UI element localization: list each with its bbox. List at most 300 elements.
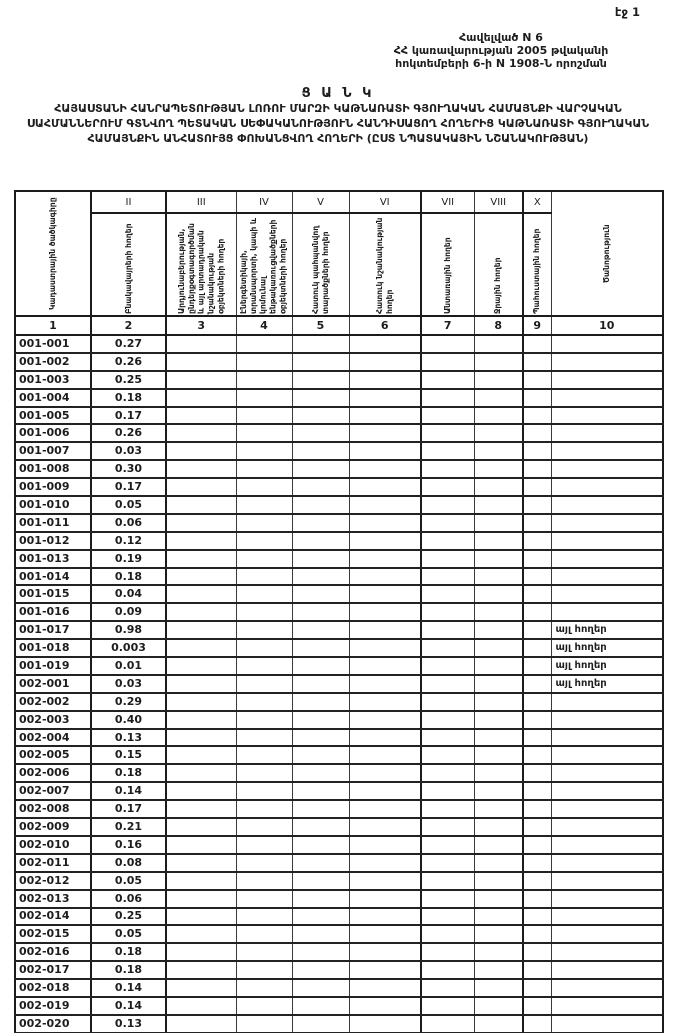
empty-cell	[166, 979, 236, 997]
empty-cell	[421, 407, 474, 425]
empty-cell	[474, 639, 523, 657]
empty-cell	[236, 532, 292, 550]
empty-cell	[292, 746, 349, 764]
table-row	[15, 997, 663, 1015]
empty-cell	[236, 371, 292, 389]
table-row	[15, 585, 663, 603]
empty-cell	[166, 496, 236, 514]
empty-cell	[421, 353, 474, 371]
document-title: Ց Ա Ն Կ	[301, 86, 375, 101]
empty-cell	[292, 872, 349, 890]
cadastral-code-cell: 001-016	[15, 603, 91, 621]
empty-cell	[166, 908, 236, 926]
empty-cell	[292, 693, 349, 711]
empty-cell	[523, 872, 551, 890]
empty-cell	[236, 657, 292, 675]
empty-cell	[236, 353, 292, 371]
table-row	[15, 764, 663, 782]
empty-cell	[474, 460, 523, 478]
empty-cell	[292, 729, 349, 747]
empty-cell	[236, 335, 292, 353]
empty-cell	[421, 872, 474, 890]
table-row	[15, 818, 663, 836]
empty-cell	[421, 979, 474, 997]
empty-cell	[349, 711, 421, 729]
empty-cell	[292, 371, 349, 389]
empty-cell	[474, 371, 523, 389]
cadastral-code-cell: 001-019	[15, 657, 91, 675]
table-row	[15, 496, 663, 514]
roman-numeral-row	[15, 191, 663, 213]
note-cell	[551, 979, 663, 997]
empty-cell	[474, 550, 523, 568]
empty-cell	[166, 890, 236, 908]
empty-cell	[349, 693, 421, 711]
empty-cell	[349, 585, 421, 603]
cadastral-code-cell: 002-001	[15, 675, 91, 693]
note-cell: այլ հողեր	[551, 621, 663, 639]
empty-cell	[523, 1015, 551, 1033]
empty-cell	[349, 943, 421, 961]
empty-cell	[474, 585, 523, 603]
empty-cell	[421, 603, 474, 621]
note-cell	[551, 800, 663, 818]
empty-cell	[349, 621, 421, 639]
empty-cell	[236, 389, 292, 407]
table-body	[15, 335, 663, 1033]
settlement-land-value-cell: 0.18	[91, 568, 166, 586]
empty-cell	[166, 657, 236, 675]
empty-cell	[349, 1015, 421, 1033]
empty-cell	[523, 675, 551, 693]
empty-cell	[236, 890, 292, 908]
empty-cell	[166, 693, 236, 711]
empty-cell	[523, 854, 551, 872]
table-row	[15, 675, 663, 693]
appendix-reference	[376, 32, 626, 71]
table-row	[15, 371, 663, 389]
col-header-cadastral-code	[15, 191, 91, 316]
settlement-land-value-cell: 0.27	[91, 335, 166, 353]
note-cell	[551, 407, 663, 425]
document-subtitle: ՀԱՅԱՍՏԱՆԻ ՀԱՆՐԱՊԵՏՈՒԹՅԱՆ ԼՈՌՈՒ ՄԱՐԶԻ ԿԱԹՆԱՌԱՏԻ ԳՅՈՒՂԱԿԱՆ ՀԱՄԱՅՆՔԻ ՎԱՐՉԱԿԱՆ ՍԱՀՄԱՆՆԵՐՈՒՄ ԳՏՆՎՈՂ ՊԵՏԱԿԱՆ ՍԵՓԱԿԱՆՈՒԹՅՈՒՆ ՀԱՆԴԻՍԱՑՈՂ ՀՈՂԵՐԻՑ ԿԱԹՆԱՌԱՏԻ ԳՅՈՒՂԱԿԱՆ ՀԱՄԱՅՆՔԻՆ ԱՆՀԱՏՈՒՅՑ ՓՈԽԱՆՑՎՈՂ ՀՈՂԵՐԻ (ԸՍՏ ՆՊԱՏԱԿԱՅԻՆ ՆՇԱՆԱԿՈՒԹՅԱՆ)	[26, 102, 650, 145]
empty-cell	[421, 961, 474, 979]
empty-cell	[523, 532, 551, 550]
table-row	[15, 890, 663, 908]
cadastral-code-cell: 001-014	[15, 568, 91, 586]
empty-cell	[292, 908, 349, 926]
table-row	[15, 1015, 663, 1033]
table-row	[15, 621, 663, 639]
empty-cell	[349, 908, 421, 926]
empty-cell	[523, 925, 551, 943]
empty-cell	[421, 675, 474, 693]
empty-cell	[236, 424, 292, 442]
settlement-land-value-cell: 0.17	[91, 800, 166, 818]
empty-cell	[474, 424, 523, 442]
empty-cell	[166, 603, 236, 621]
empty-cell	[166, 729, 236, 747]
col-num-10: 10	[551, 316, 663, 335]
note-cell	[551, 568, 663, 586]
empty-cell	[474, 675, 523, 693]
empty-cell	[349, 335, 421, 353]
cadastral-code-cell: 001-017	[15, 621, 91, 639]
roman-col3: III	[166, 191, 236, 213]
cadastral-code-cell: 002-013	[15, 890, 91, 908]
col-header-note	[551, 191, 663, 316]
empty-cell	[236, 764, 292, 782]
empty-cell	[421, 943, 474, 961]
col-header-forest-lands: Անտառային հողեր	[421, 213, 474, 316]
column-number-row	[15, 316, 663, 335]
empty-cell	[421, 460, 474, 478]
empty-cell	[474, 711, 523, 729]
note-cell	[551, 836, 663, 854]
cadastral-code-cell: 002-006	[15, 764, 91, 782]
roman-col6: VI	[349, 191, 421, 213]
settlement-land-value-cell: 0.03	[91, 675, 166, 693]
empty-cell	[474, 872, 523, 890]
empty-cell	[236, 585, 292, 603]
empty-cell	[166, 460, 236, 478]
empty-cell	[349, 603, 421, 621]
note-cell	[551, 890, 663, 908]
empty-cell	[166, 872, 236, 890]
empty-cell	[292, 764, 349, 782]
empty-cell	[292, 407, 349, 425]
empty-cell	[349, 979, 421, 997]
empty-cell	[236, 693, 292, 711]
note-cell: այլ հողեր	[551, 657, 663, 675]
empty-cell	[349, 872, 421, 890]
empty-cell	[292, 478, 349, 496]
note-cell	[551, 460, 663, 478]
empty-cell	[292, 854, 349, 872]
settlement-land-value-cell: 0.13	[91, 1015, 166, 1033]
empty-cell	[166, 407, 236, 425]
empty-cell	[236, 818, 292, 836]
cadastral-code-cell: 002-007	[15, 782, 91, 800]
empty-cell	[523, 997, 551, 1015]
note-cell	[551, 603, 663, 621]
empty-cell	[166, 532, 236, 550]
empty-cell	[166, 997, 236, 1015]
note-cell	[551, 818, 663, 836]
col-num-4: 4	[236, 316, 292, 335]
empty-cell	[474, 764, 523, 782]
roman-col5: V	[292, 191, 349, 213]
settlement-land-value-cell: 0.26	[91, 424, 166, 442]
empty-cell	[421, 442, 474, 460]
empty-cell	[166, 621, 236, 639]
empty-cell	[166, 711, 236, 729]
empty-cell	[421, 389, 474, 407]
empty-cell	[523, 407, 551, 425]
table-row	[15, 568, 663, 586]
empty-cell	[474, 657, 523, 675]
empty-cell	[292, 925, 349, 943]
empty-cell	[421, 693, 474, 711]
note-cell	[551, 943, 663, 961]
empty-cell	[166, 782, 236, 800]
empty-cell	[421, 746, 474, 764]
settlement-land-value-cell: 0.08	[91, 854, 166, 872]
cadastral-code-cell: 001-007	[15, 442, 91, 460]
empty-cell	[421, 424, 474, 442]
empty-cell	[236, 997, 292, 1015]
col-header-settlement-lands: Բնակավայրերի հողեր	[91, 213, 166, 316]
empty-cell	[421, 585, 474, 603]
table-row	[15, 639, 663, 657]
empty-cell	[474, 925, 523, 943]
cadastral-code-cell: 001-012	[15, 532, 91, 550]
cadastral-code-cell: 002-002	[15, 693, 91, 711]
note-cell	[551, 1015, 663, 1033]
cadastral-code-cell: 001-004	[15, 389, 91, 407]
note-cell	[551, 782, 663, 800]
table-row	[15, 729, 663, 747]
empty-cell	[166, 639, 236, 657]
empty-cell	[349, 550, 421, 568]
note-cell	[551, 908, 663, 926]
note-cell	[551, 711, 663, 729]
empty-cell	[474, 568, 523, 586]
empty-cell	[349, 532, 421, 550]
settlement-land-value-cell: 0.18	[91, 389, 166, 407]
table-row	[15, 979, 663, 997]
empty-cell	[474, 979, 523, 997]
empty-cell	[166, 424, 236, 442]
col-header-special-purpose-lands: Հատուկ նշանակության հողեր	[349, 213, 421, 316]
empty-cell	[292, 335, 349, 353]
empty-cell	[349, 639, 421, 657]
empty-cell	[474, 442, 523, 460]
settlement-land-value-cell: 0.26	[91, 353, 166, 371]
empty-cell	[523, 496, 551, 514]
empty-cell	[349, 729, 421, 747]
empty-cell	[166, 854, 236, 872]
note-cell: այլ հողեր	[551, 639, 663, 657]
empty-cell	[523, 424, 551, 442]
table-row	[15, 746, 663, 764]
empty-cell	[523, 836, 551, 854]
table-row	[15, 603, 663, 621]
empty-cell	[292, 943, 349, 961]
settlement-land-value-cell: 0.25	[91, 371, 166, 389]
table-row	[15, 424, 663, 442]
cadastral-code-cell: 002-018	[15, 979, 91, 997]
settlement-land-value-cell: 0.14	[91, 782, 166, 800]
cadastral-code-label: Կադաստրային ծածկագիրը	[48, 197, 58, 310]
note-cell	[551, 693, 663, 711]
table-row	[15, 353, 663, 371]
empty-cell	[523, 353, 551, 371]
table-row	[15, 782, 663, 800]
table-row	[15, 836, 663, 854]
table-row	[15, 711, 663, 729]
empty-cell	[292, 424, 349, 442]
empty-cell	[523, 389, 551, 407]
empty-cell	[474, 693, 523, 711]
empty-cell	[349, 407, 421, 425]
empty-cell	[292, 603, 349, 621]
note-cell	[551, 872, 663, 890]
empty-cell	[349, 514, 421, 532]
empty-cell	[166, 371, 236, 389]
empty-cell	[421, 711, 474, 729]
empty-cell	[292, 550, 349, 568]
settlement-land-value-cell: 0.16	[91, 836, 166, 854]
cadastral-code-cell: 002-014	[15, 908, 91, 926]
col-num-5: 5	[292, 316, 349, 335]
empty-cell	[292, 639, 349, 657]
settlement-land-value-cell: 0.12	[91, 532, 166, 550]
note-cell	[551, 478, 663, 496]
roman-col7: VII	[421, 191, 474, 213]
empty-cell	[474, 1015, 523, 1033]
cadastral-code-cell: 001-018	[15, 639, 91, 657]
empty-cell	[236, 621, 292, 639]
empty-cell	[166, 818, 236, 836]
empty-cell	[474, 854, 523, 872]
appendix-line-1: Հավելված N 6	[459, 31, 543, 44]
empty-cell	[421, 514, 474, 532]
empty-cell	[292, 818, 349, 836]
empty-cell	[349, 997, 421, 1015]
empty-cell	[349, 478, 421, 496]
settlement-land-value-cell: 0.13	[91, 729, 166, 747]
empty-cell	[523, 585, 551, 603]
table-row	[15, 961, 663, 979]
empty-cell	[166, 800, 236, 818]
empty-cell	[421, 639, 474, 657]
empty-cell	[292, 657, 349, 675]
note-cell	[551, 532, 663, 550]
empty-cell	[421, 997, 474, 1015]
col-header-industrial-lands: Արդյունաբերության, ընդերքօգտագործման և այլ արտադրական նշանակության օբյեկտների հողեր	[166, 213, 236, 316]
table-row	[15, 693, 663, 711]
empty-cell	[421, 836, 474, 854]
empty-cell	[523, 514, 551, 532]
empty-cell	[523, 711, 551, 729]
empty-cell	[523, 800, 551, 818]
empty-cell	[349, 818, 421, 836]
empty-cell	[236, 675, 292, 693]
empty-cell	[474, 621, 523, 639]
empty-cell	[421, 532, 474, 550]
settlement-land-value-cell: 0.21	[91, 818, 166, 836]
empty-cell	[166, 943, 236, 961]
col-header-protected-lands: Հատուկ պահպանվող տարածքների հողեր	[292, 213, 349, 316]
empty-cell	[421, 908, 474, 926]
cadastral-code-cell: 002-017	[15, 961, 91, 979]
empty-cell	[236, 711, 292, 729]
table-row	[15, 908, 663, 926]
empty-cell	[166, 335, 236, 353]
empty-cell	[349, 675, 421, 693]
cadastral-code-cell: 001-011	[15, 514, 91, 532]
empty-cell	[292, 389, 349, 407]
empty-cell	[421, 1015, 474, 1033]
table-row	[15, 389, 663, 407]
settlement-land-value-cell: 0.29	[91, 693, 166, 711]
empty-cell	[474, 496, 523, 514]
empty-cell	[523, 550, 551, 568]
col-num-6: 6	[349, 316, 421, 335]
land-transfer-table	[14, 190, 664, 1033]
empty-cell	[292, 568, 349, 586]
note-cell	[551, 729, 663, 747]
empty-cell	[236, 568, 292, 586]
note-cell	[551, 442, 663, 460]
empty-cell	[166, 550, 236, 568]
note-cell	[551, 496, 663, 514]
empty-cell	[474, 782, 523, 800]
page-number: էջ 1	[614, 5, 640, 19]
settlement-land-value-cell: 0.25	[91, 908, 166, 926]
empty-cell	[523, 639, 551, 657]
empty-cell	[236, 496, 292, 514]
empty-cell	[349, 746, 421, 764]
cadastral-code-cell: 002-015	[15, 925, 91, 943]
empty-cell	[236, 782, 292, 800]
empty-cell	[236, 442, 292, 460]
appendix-line-2: ՀՀ կառավարության 2005 թվականի	[393, 43, 609, 57]
empty-cell	[421, 800, 474, 818]
empty-cell	[523, 478, 551, 496]
empty-cell	[474, 532, 523, 550]
empty-cell	[349, 353, 421, 371]
roman-col2: II	[91, 191, 166, 213]
empty-cell	[166, 1015, 236, 1033]
empty-cell	[523, 621, 551, 639]
empty-cell	[292, 621, 349, 639]
empty-cell	[236, 746, 292, 764]
empty-cell	[474, 746, 523, 764]
empty-cell	[292, 353, 349, 371]
empty-cell	[523, 764, 551, 782]
note-cell	[551, 764, 663, 782]
empty-cell	[523, 979, 551, 997]
empty-cell	[236, 729, 292, 747]
empty-cell	[236, 1015, 292, 1033]
table-row	[15, 943, 663, 961]
empty-cell	[349, 854, 421, 872]
table-row	[15, 460, 663, 478]
empty-cell	[523, 729, 551, 747]
empty-cell	[292, 514, 349, 532]
empty-cell	[349, 496, 421, 514]
empty-cell	[349, 442, 421, 460]
empty-cell	[523, 908, 551, 926]
empty-cell	[236, 836, 292, 854]
empty-cell	[474, 407, 523, 425]
settlement-land-value-cell: 0.30	[91, 460, 166, 478]
cadastral-code-cell: 001-001	[15, 335, 91, 353]
empty-cell	[349, 764, 421, 782]
empty-cell	[523, 460, 551, 478]
settlement-land-value-cell: 0.17	[91, 407, 166, 425]
note-cell	[551, 746, 663, 764]
cadastral-code-cell: 002-009	[15, 818, 91, 836]
note-cell: այլ հողեր	[551, 675, 663, 693]
empty-cell	[166, 675, 236, 693]
empty-cell	[166, 836, 236, 854]
settlement-land-value-cell: 0.04	[91, 585, 166, 603]
empty-cell	[421, 729, 474, 747]
cadastral-code-cell: 002-016	[15, 943, 91, 961]
